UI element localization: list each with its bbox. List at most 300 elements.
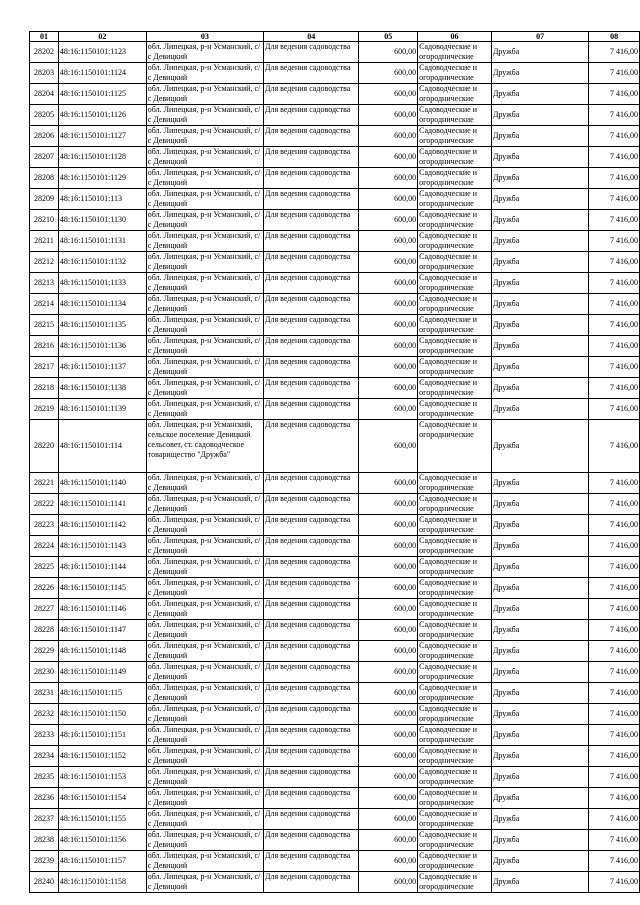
row-number-cell: 28218 (30, 378, 59, 399)
address-cell: обл. Липецкая, р-н Усманский, с/с Девицкий (146, 767, 263, 788)
address-cell: обл. Липецкая, р-н Усманский, с/с Девицкий (146, 378, 263, 399)
partnership-name-cell: Дружба (491, 63, 588, 84)
land-category-cell: Садоводческие и огороднические (418, 84, 492, 105)
land-category-cell: Садоводческие и огороднические (418, 105, 492, 126)
cadastral-value-cell: 7 416,00 (589, 620, 640, 641)
address-cell: обл. Липецкая, р-н Усманский, с/с Девицкий (146, 641, 263, 662)
cadastral-value-cell: 7 416,00 (589, 42, 640, 63)
address-cell: обл. Липецкая, р-н Усманский, с/с Девицкий (146, 809, 263, 830)
table-row (30, 378, 640, 399)
address-cell: обл. Липецкая, р-н Усманский, с/с Девицкий (146, 336, 263, 357)
cadastral-value-cell: 7 416,00 (589, 515, 640, 536)
address-cell: обл. Липецкая, р-н Усманский, с/с Девицкий (146, 315, 263, 336)
address-cell: обл. Липецкая, р-н Усманский, с/с Девицкий (146, 557, 263, 578)
partnership-name-cell: Дружба (491, 746, 588, 767)
area-cell: 600,00 (359, 210, 418, 231)
col-header-07: 07 (491, 32, 588, 42)
cadastral-value-cell: 7 416,00 (589, 189, 640, 210)
row-number-cell: 28240 (30, 872, 59, 893)
cadastral-number-cell: 48:16:1150101:1123 (58, 42, 146, 63)
permitted-use-cell: Для ведения садоводства (264, 662, 359, 683)
table-row (30, 641, 640, 662)
land-plot-table (29, 31, 640, 893)
permitted-use-cell: Для ведения садоводства (264, 767, 359, 788)
land-category-cell: Садоводческие и огороднические (418, 63, 492, 84)
permitted-use-cell: Для ведения садоводства (264, 683, 359, 704)
table-row (30, 704, 640, 725)
address-cell: обл. Липецкая, р-н Усманский, с/с Девицкий (146, 210, 263, 231)
table-row (30, 683, 640, 704)
row-number-cell: 28233 (30, 725, 59, 746)
row-number-cell: 28236 (30, 788, 59, 809)
table-row (30, 273, 640, 294)
table-row (30, 473, 640, 494)
cadastral-value-cell: 7 416,00 (589, 84, 640, 105)
cadastral-number-cell: 48:16:1150101:115 (58, 683, 146, 704)
area-cell: 600,00 (359, 725, 418, 746)
address-cell: обл. Липецкая, р-н Усманский, с/с Девицкий (146, 704, 263, 725)
cadastral-number-cell: 48:16:1150101:1141 (58, 494, 146, 515)
permitted-use-cell: Для ведения садоводства (264, 357, 359, 378)
partnership-name-cell: Дружба (491, 399, 588, 420)
address-cell: обл. Липецкая, р-н Усманский, с/с Девицкий (146, 189, 263, 210)
cadastral-number-cell: 48:16:1150101:1149 (58, 662, 146, 683)
permitted-use-cell: Для ведения садоводства (264, 599, 359, 620)
permitted-use-cell: Для ведения садоводства (264, 704, 359, 725)
cadastral-value-cell: 7 416,00 (589, 231, 640, 252)
permitted-use-cell: Для ведения садоводства (264, 746, 359, 767)
address-cell: обл. Липецкая, р-н Усманский, с/с Девицкий (146, 872, 263, 893)
address-cell: обл. Липецкая, р-н Усманский, с/с Девицкий (146, 578, 263, 599)
row-number-cell: 28210 (30, 210, 59, 231)
table-row (30, 126, 640, 147)
area-cell: 600,00 (359, 231, 418, 252)
land-category-cell: Садоводческие и огороднические (418, 725, 492, 746)
address-cell: обл. Липецкая, р-н Усманский, с/с Девицкий (146, 830, 263, 851)
table-row (30, 494, 640, 515)
land-category-cell: Садоводческие и огороднические (418, 147, 492, 168)
address-cell: обл. Липецкая, р-н Усманский, с/с Девицкий (146, 515, 263, 536)
permitted-use-cell: Для ведения садоводства (264, 399, 359, 420)
land-category-cell: Садоводческие и огороднические (418, 315, 492, 336)
area-cell: 600,00 (359, 515, 418, 536)
cadastral-value-cell: 7 416,00 (589, 536, 640, 557)
row-number-cell: 28223 (30, 515, 59, 536)
area-cell: 600,00 (359, 599, 418, 620)
table-row (30, 662, 640, 683)
cadastral-value-cell: 7 416,00 (589, 399, 640, 420)
row-number-cell: 28219 (30, 399, 59, 420)
partnership-name-cell: Дружба (491, 641, 588, 662)
row-number-cell: 28227 (30, 599, 59, 620)
cadastral-value-cell: 7 416,00 (589, 294, 640, 315)
partnership-name-cell: Дружба (491, 357, 588, 378)
partnership-name-cell: Дружба (491, 683, 588, 704)
cadastral-number-cell: 48:16:1150101:1150 (58, 704, 146, 725)
permitted-use-cell: Для ведения садоводства (264, 473, 359, 494)
land-category-cell: Садоводческие и огороднические (418, 231, 492, 252)
table-row (30, 336, 640, 357)
land-category-cell: Садоводческие и огороднические (418, 704, 492, 725)
partnership-name-cell: Дружба (491, 84, 588, 105)
cadastral-number-cell: 48:16:1150101:1158 (58, 872, 146, 893)
table-row (30, 63, 640, 84)
area-cell: 600,00 (359, 494, 418, 515)
row-number-cell: 28237 (30, 809, 59, 830)
cadastral-number-cell: 48:16:1150101:1134 (58, 294, 146, 315)
cadastral-number-cell: 48:16:1150101:1131 (58, 231, 146, 252)
col-header-08: 08 (589, 32, 640, 42)
area-cell: 600,00 (359, 662, 418, 683)
address-cell: обл. Липецкая, р-н Усманский, с/с Девицкий (146, 273, 263, 294)
partnership-name-cell: Дружба (491, 210, 588, 231)
cadastral-number-cell: 48:16:1150101:1153 (58, 767, 146, 788)
land-category-cell: Садоводческие и огороднические (418, 357, 492, 378)
land-category-cell: Садоводческие и огороднические (418, 662, 492, 683)
table-row (30, 599, 640, 620)
row-number-cell: 28235 (30, 767, 59, 788)
table-row (30, 252, 640, 273)
table-row (30, 767, 640, 788)
cadastral-number-cell: 48:16:1150101:1126 (58, 105, 146, 126)
area-cell: 600,00 (359, 252, 418, 273)
cadastral-value-cell: 7 416,00 (589, 315, 640, 336)
land-category-cell: Садоводческие и огороднические (418, 336, 492, 357)
address-cell: обл. Липецкая, р-н Усманский, с/с Девицкий (146, 851, 263, 872)
land-category-cell: Садоводческие и огороднические (418, 557, 492, 578)
partnership-name-cell: Дружба (491, 378, 588, 399)
area-cell: 600,00 (359, 273, 418, 294)
land-category-cell: Садоводческие и огороднические (418, 515, 492, 536)
address-cell: обл. Липецкая, р-н Усманский, с/с Девицкий (146, 683, 263, 704)
table-row (30, 42, 640, 63)
permitted-use-cell: Для ведения садоводства (264, 515, 359, 536)
row-number-cell: 28228 (30, 620, 59, 641)
cadastral-value-cell: 7 416,00 (589, 725, 640, 746)
area-cell: 600,00 (359, 809, 418, 830)
permitted-use-cell: Для ведения садоводства (264, 315, 359, 336)
partnership-name-cell: Дружба (491, 578, 588, 599)
area-cell: 600,00 (359, 378, 418, 399)
cadastral-number-cell: 48:16:1150101:1133 (58, 273, 146, 294)
cadastral-value-cell: 7 416,00 (589, 704, 640, 725)
area-cell: 600,00 (359, 767, 418, 788)
table-row (30, 189, 640, 210)
row-number-cell: 28213 (30, 273, 59, 294)
permitted-use-cell: Для ведения садоводства (264, 872, 359, 893)
table-row (30, 557, 640, 578)
cadastral-value-cell: 7 416,00 (589, 599, 640, 620)
cadastral-number-cell: 48:16:1150101:1124 (58, 63, 146, 84)
permitted-use-cell: Для ведения садоводства (264, 557, 359, 578)
table-row (30, 809, 640, 830)
address-cell: обл. Липецкая, р-н Усманский, с/с Девицкий (146, 536, 263, 557)
address-cell: обл. Липецкая, р-н Усманский, с/с Девицкий (146, 662, 263, 683)
row-number-cell: 28226 (30, 578, 59, 599)
partnership-name-cell: Дружба (491, 767, 588, 788)
permitted-use-cell: Для ведения садоводства (264, 252, 359, 273)
cadastral-value-cell: 7 416,00 (589, 473, 640, 494)
table-row (30, 872, 640, 893)
address-cell: обл. Липецкая, р-н Усманский, с/с Девицкий (146, 231, 263, 252)
permitted-use-cell: Для ведения садоводства (264, 189, 359, 210)
area-cell: 600,00 (359, 830, 418, 851)
land-category-cell: Садоводческие и огороднические (418, 126, 492, 147)
col-header-02: 02 (58, 32, 146, 42)
land-category-cell: Садоводческие и огороднические (418, 599, 492, 620)
cadastral-number-cell: 48:16:1150101:1128 (58, 147, 146, 168)
partnership-name-cell: Дружба (491, 725, 588, 746)
land-category-cell: Садоводческие и огороднические (418, 294, 492, 315)
cadastral-value-cell: 7 416,00 (589, 851, 640, 872)
area-cell: 600,00 (359, 620, 418, 641)
table-row (30, 231, 640, 252)
table-row (30, 725, 640, 746)
permitted-use-cell: Для ведения садоводства (264, 231, 359, 252)
cadastral-value-cell: 7 416,00 (589, 767, 640, 788)
cadastral-value-cell: 7 416,00 (589, 168, 640, 189)
address-cell: обл. Липецкая, р-н Усманский, с/с Девицкий (146, 63, 263, 84)
cadastral-number-cell: 48:16:1150101:1156 (58, 830, 146, 851)
cadastral-number-cell: 48:16:1150101:1129 (58, 168, 146, 189)
permitted-use-cell: Для ведения садоводства (264, 536, 359, 557)
partnership-name-cell: Дружба (491, 42, 588, 63)
cadastral-value-cell: 7 416,00 (589, 746, 640, 767)
table-row (30, 830, 640, 851)
row-number-cell: 28221 (30, 473, 59, 494)
land-category-cell: Садоводческие и огороднические (418, 378, 492, 399)
permitted-use-cell: Для ведения садоводства (264, 126, 359, 147)
partnership-name-cell: Дружба (491, 620, 588, 641)
row-number-cell: 28232 (30, 704, 59, 725)
partnership-name-cell: Дружба (491, 147, 588, 168)
address-cell: обл. Липецкая, р-н Усманский, с/с Девицкий (146, 399, 263, 420)
table-row (30, 210, 640, 231)
permitted-use-cell: Для ведения садоводства (264, 809, 359, 830)
col-header-01: 01 (30, 32, 59, 42)
cadastral-value-cell: 7 416,00 (589, 378, 640, 399)
cadastral-value-cell: 7 416,00 (589, 147, 640, 168)
permitted-use-cell: Для ведения садоводства (264, 147, 359, 168)
land-category-cell: Садоводческие и огороднические (418, 210, 492, 231)
area-cell: 600,00 (359, 704, 418, 725)
area-cell: 600,00 (359, 84, 418, 105)
permitted-use-cell: Для ведения садоводства (264, 105, 359, 126)
area-cell: 600,00 (359, 63, 418, 84)
land-category-cell: Садоводческие и огороднические (418, 872, 492, 893)
cadastral-value-cell: 7 416,00 (589, 357, 640, 378)
row-number-cell: 28203 (30, 63, 59, 84)
row-number-cell: 28212 (30, 252, 59, 273)
cadastral-number-cell: 48:16:1150101:1137 (58, 357, 146, 378)
address-cell: обл. Липецкая, р-н Усманский, с/с Девицкий (146, 105, 263, 126)
land-category-cell: Садоводческие и огороднические (418, 399, 492, 420)
cadastral-number-cell: 48:16:1150101:1125 (58, 84, 146, 105)
table-row (30, 746, 640, 767)
cadastral-number-cell: 48:16:1150101:1127 (58, 126, 146, 147)
partnership-name-cell: Дружба (491, 662, 588, 683)
cadastral-value-cell: 7 416,00 (589, 872, 640, 893)
table-row (30, 536, 640, 557)
table-row (30, 294, 640, 315)
area-cell: 600,00 (359, 683, 418, 704)
address-cell: обл. Липецкая, р-н Усманский, с/с Девицкий (146, 252, 263, 273)
table-row (30, 84, 640, 105)
row-number-cell: 28204 (30, 84, 59, 105)
permitted-use-cell: Для ведения садоводства (264, 725, 359, 746)
row-number-cell: 28238 (30, 830, 59, 851)
cadastral-number-cell: 48:16:1150101:1154 (58, 788, 146, 809)
land-category-cell: Садоводческие и огороднические (418, 683, 492, 704)
area-cell: 600,00 (359, 357, 418, 378)
row-number-cell: 28224 (30, 536, 59, 557)
land-category-cell: Садоводческие и огороднические (418, 788, 492, 809)
partnership-name-cell: Дружба (491, 557, 588, 578)
cadastral-number-cell: 48:16:1150101:1132 (58, 252, 146, 273)
land-category-cell: Садоводческие и огороднические (418, 189, 492, 210)
permitted-use-cell: Для ведения садоводства (264, 830, 359, 851)
cadastral-number-cell: 48:16:1150101:1151 (58, 725, 146, 746)
permitted-use-cell: Для ведения садоводства (264, 63, 359, 84)
cadastral-number-cell: 48:16:1150101:1143 (58, 536, 146, 557)
land-category-cell: Садоводческие и огороднические (418, 473, 492, 494)
area-cell: 600,00 (359, 851, 418, 872)
table-row (30, 620, 640, 641)
land-category-cell: Садоводческие и огороднические (418, 767, 492, 788)
row-number-cell: 28217 (30, 357, 59, 378)
cadastral-value-cell: 7 416,00 (589, 252, 640, 273)
area-cell: 600,00 (359, 399, 418, 420)
cadastral-number-cell: 48:16:1150101:1155 (58, 809, 146, 830)
land-category-cell: Садоводческие и огороднические (418, 809, 492, 830)
area-cell: 600,00 (359, 42, 418, 63)
cadastral-number-cell: 48:16:1150101:1152 (58, 746, 146, 767)
area-cell: 600,00 (359, 336, 418, 357)
table-row (30, 168, 640, 189)
permitted-use-cell: Для ведения садоводства (264, 210, 359, 231)
address-cell: обл. Липецкая, р-н Усманский, с/с Девицкий (146, 126, 263, 147)
partnership-name-cell: Дружба (491, 231, 588, 252)
address-cell: обл. Липецкая, р-н Усманский, с/с Девицкий (146, 84, 263, 105)
land-category-cell: Садоводческие и огороднические (418, 252, 492, 273)
permitted-use-cell: Для ведения садоводства (264, 494, 359, 515)
partnership-name-cell: Дружба (491, 473, 588, 494)
cadastral-number-cell: 48:16:1150101:1130 (58, 210, 146, 231)
land-category-cell: Садоводческие и огороднические (418, 620, 492, 641)
row-number-cell: 28216 (30, 336, 59, 357)
permitted-use-cell: Для ведения садоводства (264, 378, 359, 399)
cadastral-number-cell: 48:16:1150101:1139 (58, 399, 146, 420)
cadastral-number-cell: 48:16:1150101:1135 (58, 315, 146, 336)
cadastral-value-cell: 7 416,00 (589, 420, 640, 473)
area-cell: 600,00 (359, 557, 418, 578)
cadastral-value-cell: 7 416,00 (589, 683, 640, 704)
area-cell: 600,00 (359, 872, 418, 893)
row-number-cell: 28202 (30, 42, 59, 63)
cadastral-number-cell: 48:16:1150101:1136 (58, 336, 146, 357)
row-number-cell: 28205 (30, 105, 59, 126)
partnership-name-cell: Дружба (491, 872, 588, 893)
permitted-use-cell: Для ведения садоводства (264, 578, 359, 599)
permitted-use-cell: Для ведения садоводства (264, 42, 359, 63)
permitted-use-cell: Для ведения садоводства (264, 294, 359, 315)
land-category-cell: Садоводческие и огороднические (418, 536, 492, 557)
permitted-use-cell: Для ведения садоводства (264, 273, 359, 294)
address-cell: обл. Липецкая, р-н Усманский, с/с Девицкий (146, 147, 263, 168)
area-cell: 600,00 (359, 189, 418, 210)
row-number-cell: 28206 (30, 126, 59, 147)
partnership-name-cell: Дружба (491, 294, 588, 315)
cadastral-number-cell: 48:16:1150101:113 (58, 189, 146, 210)
address-cell: обл. Липецкая, р-н Усманский, с/с Девицкий (146, 357, 263, 378)
permitted-use-cell: Для ведения садоводства (264, 641, 359, 662)
table-row (30, 105, 640, 126)
cadastral-number-cell: 48:16:1150101:114 (58, 420, 146, 473)
table-row (30, 578, 640, 599)
address-cell: обл. Липецкая, р-н Усманский, с/с Девицкий (146, 599, 263, 620)
col-header-04: 04 (264, 32, 359, 42)
partnership-name-cell: Дружба (491, 830, 588, 851)
row-number-cell: 28222 (30, 494, 59, 515)
cadastral-number-cell: 48:16:1150101:1146 (58, 599, 146, 620)
cadastral-number-cell: 48:16:1150101:1147 (58, 620, 146, 641)
land-category-cell: Садоводческие и огороднические (418, 641, 492, 662)
row-number-cell: 28225 (30, 557, 59, 578)
cadastral-value-cell: 7 416,00 (589, 557, 640, 578)
col-header-03: 03 (146, 32, 263, 42)
cadastral-number-cell: 48:16:1150101:1140 (58, 473, 146, 494)
land-category-cell: Садоводческие и огороднические (418, 851, 492, 872)
cadastral-value-cell: 7 416,00 (589, 641, 640, 662)
land-category-cell: Садоводческие и огороднические (418, 746, 492, 767)
row-number-cell: 28230 (30, 662, 59, 683)
cadastral-number-cell: 48:16:1150101:1144 (58, 557, 146, 578)
address-cell: обл. Липецкая, р-н Усманский, с/с Девицкий (146, 473, 263, 494)
permitted-use-cell: Для ведения садоводства (264, 420, 359, 473)
partnership-name-cell: Дружба (491, 273, 588, 294)
address-cell: обл. Липецкая, р-н Усманский, с/с Девицкий (146, 788, 263, 809)
land-category-cell: Садоводческие и огороднические (418, 578, 492, 599)
cadastral-number-cell: 48:16:1150101:1148 (58, 641, 146, 662)
row-number-cell: 28239 (30, 851, 59, 872)
cadastral-value-cell: 7 416,00 (589, 830, 640, 851)
partnership-name-cell: Дружба (491, 105, 588, 126)
table-row (30, 315, 640, 336)
land-category-cell: Садоводческие и огороднические (418, 830, 492, 851)
land-category-cell: Садоводческие и огороднические (418, 42, 492, 63)
row-number-cell: 28209 (30, 189, 59, 210)
partnership-name-cell: Дружба (491, 252, 588, 273)
row-number-cell: 28234 (30, 746, 59, 767)
area-cell: 600,00 (359, 578, 418, 599)
area-cell: 600,00 (359, 126, 418, 147)
partnership-name-cell: Дружба (491, 704, 588, 725)
table-row (30, 399, 640, 420)
row-number-cell: 28214 (30, 294, 59, 315)
partnership-name-cell: Дружба (491, 809, 588, 830)
permitted-use-cell: Для ведения садоводства (264, 788, 359, 809)
address-cell: обл. Липецкая, р-н Усманский, с/с Девицкий (146, 746, 263, 767)
cadastral-number-cell: 48:16:1150101:1138 (58, 378, 146, 399)
area-cell: 600,00 (359, 168, 418, 189)
col-header-05: 05 (359, 32, 418, 42)
header-row (30, 32, 640, 42)
address-cell: обл. Липецкая, р-н Усманский, с/с Девицкий (146, 620, 263, 641)
table-row (30, 851, 640, 872)
area-cell: 600,00 (359, 746, 418, 767)
land-category-cell: Садоводческие и огороднические (418, 494, 492, 515)
cadastral-value-cell: 7 416,00 (589, 63, 640, 84)
